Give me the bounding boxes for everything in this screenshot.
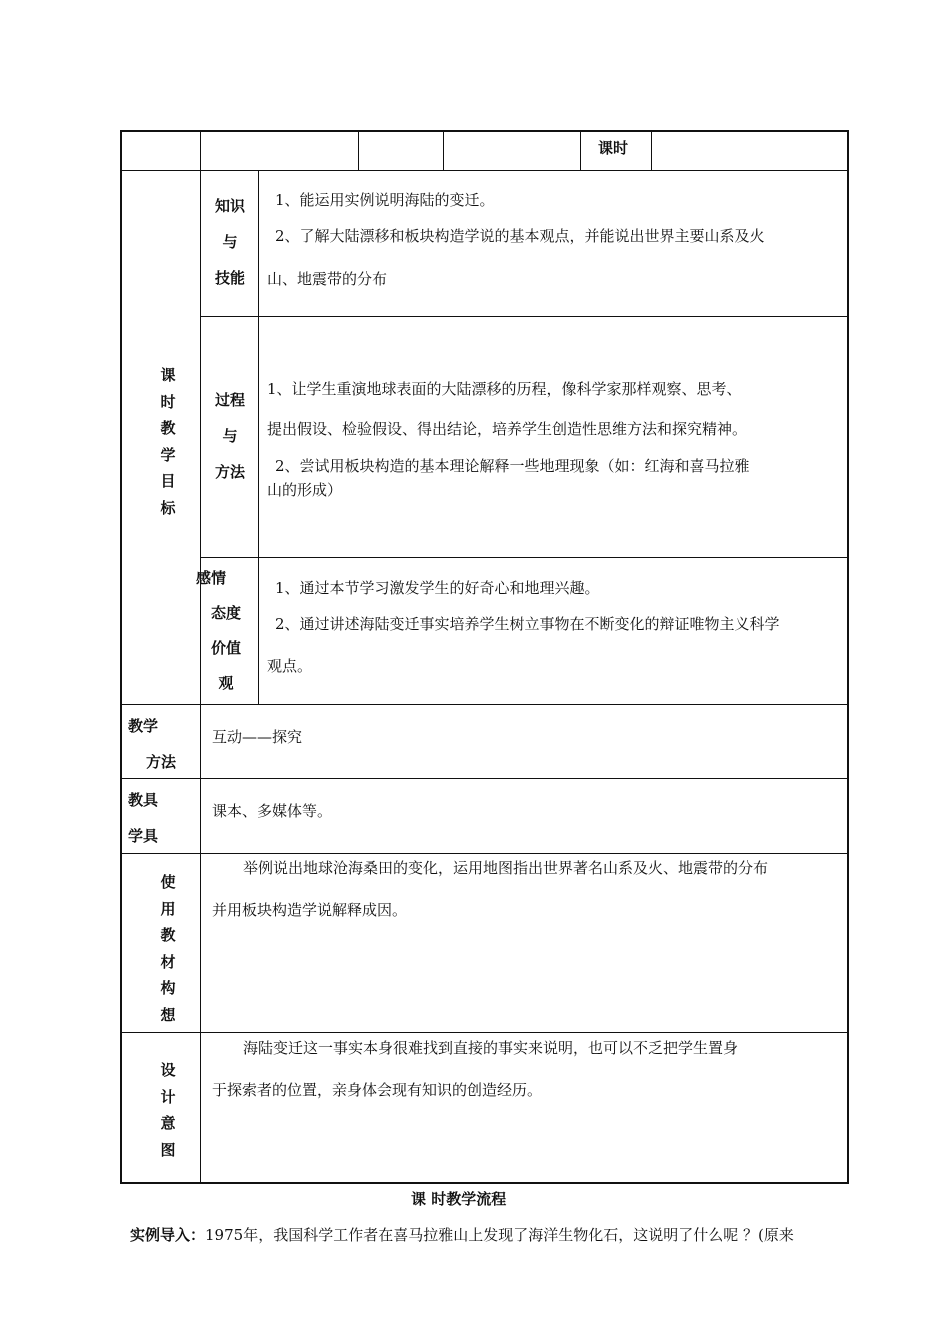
table-right-border: [847, 130, 849, 1184]
process-line-4: 山的形成）: [267, 481, 343, 499]
process-line-1: 1、让学生重演地球表面的大陆漂移的历程，像科学家那样观察、思考、: [267, 380, 742, 398]
row-divider: [200, 557, 849, 558]
table-top-border: [120, 130, 849, 132]
tools-text: 课本、多媒体等。: [212, 802, 333, 820]
process-title: 课 时教学流程: [411, 1190, 507, 1208]
emotion-label: 感情 态度 价值 观: [196, 569, 241, 692]
column-divider: [258, 170, 259, 705]
row-divider: [120, 170, 849, 171]
intro-label: 实例导入：: [130, 1226, 206, 1244]
row-divider: [200, 316, 849, 317]
design-line-1: 海陆变迁这一事实本身很难找到直接的事实来说明，也可以不乏把学生置身: [243, 1039, 739, 1057]
design-line-2: 于探索者的位置，亲身体会现有知识的创造经历。: [212, 1081, 543, 1099]
knowledge-line-1: 1、能运用实例说明海陆的变迁。: [275, 191, 495, 209]
knowledge-line-2: 2、了解大陆漂移和板块构造学说的基本观点，并能说出世界主要山系及火: [275, 227, 765, 245]
table-bottom-border: [120, 1182, 849, 1184]
emotion-line-2: 2、通过讲述海陆变迁事实培养学生树立事物在不断变化的辩证唯物主义科学: [275, 615, 780, 633]
process-label: 过程 与 方法: [214, 391, 245, 481]
column-divider: [580, 130, 581, 170]
tools-label: 教具 学具: [128, 791, 159, 845]
concept-row-label: 使 用 教 材 构 想: [160, 873, 176, 1024]
table-left-border: [120, 130, 122, 1184]
row-divider: [120, 853, 849, 854]
column-divider: [443, 130, 444, 170]
emotion-line-3: 观点。: [267, 657, 313, 675]
emotion-line-1: 1、通过本节学习激发学生的好奇心和地理兴趣。: [275, 579, 600, 597]
knowledge-label: 知识 与 技能: [214, 197, 245, 287]
process-line-3: 2、尝试用板块构造的基本理论解释一些地理现象（如：红海和喜马拉雅: [275, 457, 750, 475]
column-divider: [651, 130, 652, 170]
methods-text: 互动——探究: [212, 728, 303, 746]
knowledge-line-3: 山、地震带的分布: [267, 270, 388, 288]
row-divider: [120, 778, 849, 779]
concept-line-1: 举例说出地球沧海桑田的变化，运用地图指出世界著名山系及火、地震带的分布: [243, 859, 769, 877]
methods-label: 教学 方法: [128, 717, 177, 771]
row-divider: [120, 1032, 849, 1033]
period-label: 课时: [598, 139, 629, 157]
process-line-2: 提出假设、检验假设、得出结论，培养学生创造性思维方法和探究精神。: [267, 420, 748, 438]
objectives-row-label: 课 时 教 学 目 标: [160, 366, 176, 517]
row-divider: [120, 704, 849, 705]
column-divider: [358, 130, 359, 170]
concept-line-2: 并用板块构造学说解释成因。: [212, 901, 408, 919]
intro-text: 1975年，我国科学工作者在喜马拉雅山上发现了海洋生物化石，这说明了什么呢 ？(原来: [205, 1226, 794, 1244]
design-row-label: 设 计 意 图: [160, 1061, 176, 1159]
intro-paragraph: [130, 1224, 794, 1245]
